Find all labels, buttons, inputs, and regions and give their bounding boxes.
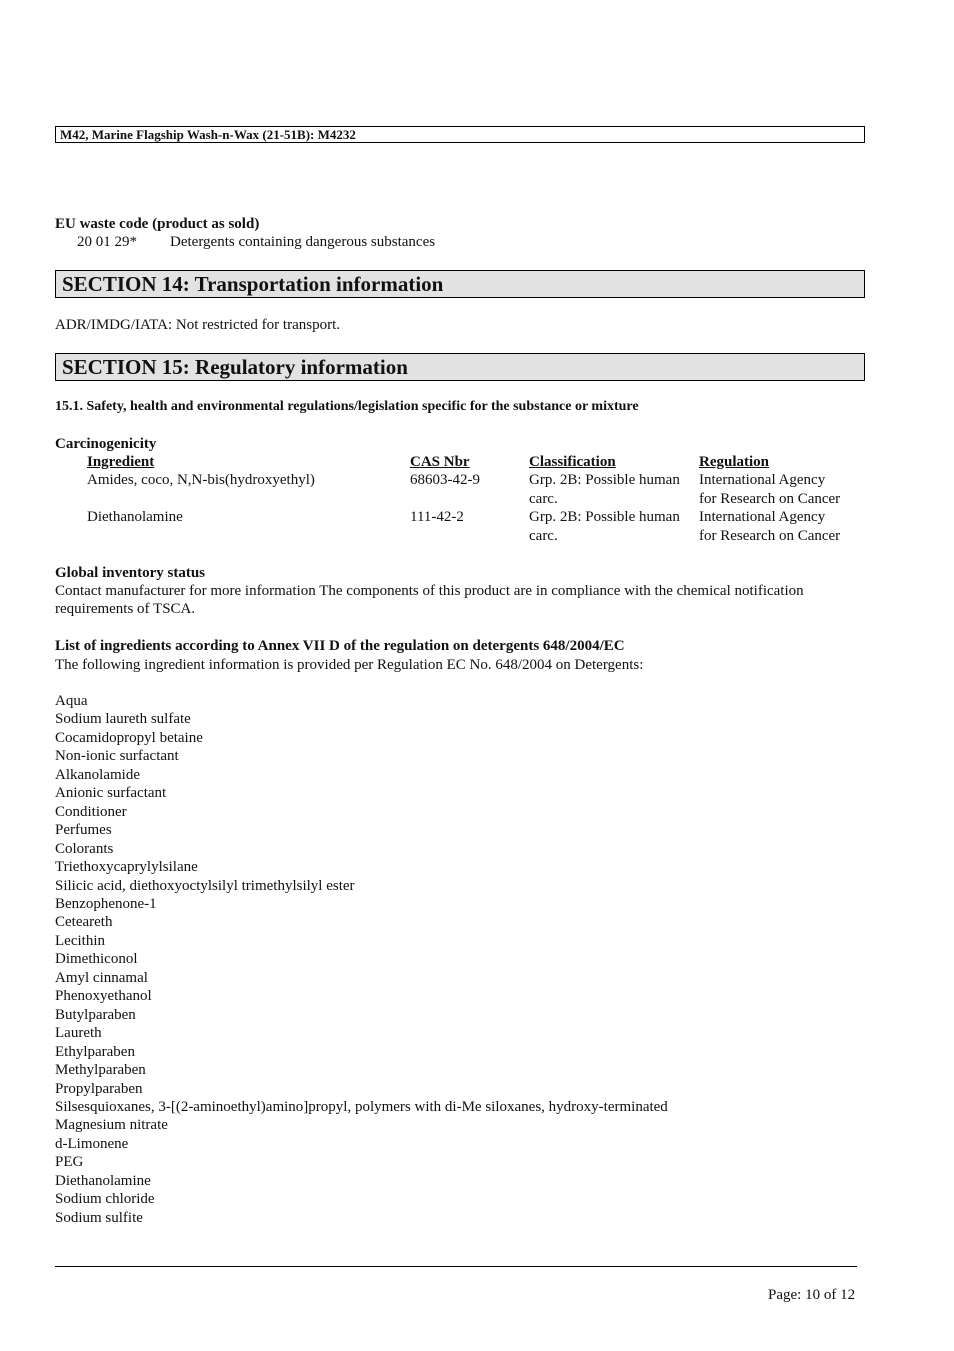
carcinogenicity-heading: Carcinogenicity: [55, 436, 157, 452]
global-inventory-heading: Global inventory status: [55, 565, 206, 581]
list-item: Non-ionic surfactant: [55, 748, 179, 765]
list-item: Laureth: [55, 1025, 102, 1042]
list-item: Methylparaben: [55, 1062, 146, 1079]
section-14-title: SECTION 14: Transportation information: [55, 270, 865, 298]
row-regulation: International Agency: [699, 472, 826, 488]
global-inventory-text: Contact manufacturer for more information The components of this product are in compliance with the chemical notification: [55, 583, 804, 599]
transport-text: ADR/IMDG/IATA: Not restricted for transport.: [55, 317, 340, 333]
list-item: Anionic surfactant: [55, 785, 167, 802]
row-regulation: International Agency: [699, 509, 826, 525]
list-item: d-Limonene: [55, 1135, 129, 1152]
list-item: Alkanolamide: [55, 766, 140, 783]
list-item: Triethoxycaprylylsilane: [55, 859, 198, 876]
row-cas: 111-42-2: [410, 509, 464, 525]
detergents-heading: List of ingredients according to Annex VII D of the regulation on detergents 648/2004/EC: [55, 638, 625, 654]
list-item: Silicic acid, diethoxyoctylsilyl trimethylsilyl ester: [55, 877, 355, 894]
row-ingredient: Diethanolamine: [87, 509, 183, 525]
column-header-regulation: Regulation: [699, 454, 770, 470]
section-15-title: SECTION 15: Regulatory information: [55, 353, 865, 381]
row-classification: Grp. 2B: Possible human: [529, 509, 680, 525]
row-classification-cont: carc.: [529, 491, 558, 507]
waste-code-value: 20 01 29*: [77, 234, 137, 250]
column-header-classification: Classification: [529, 454, 616, 470]
document-header-title: M42, Marine Flagship Wash-n-Wax (21-51B): M4232: [55, 126, 865, 143]
list-item: Conditioner: [55, 803, 127, 820]
list-item: Magnesium nitrate: [55, 1117, 168, 1134]
waste-code-description: Detergents containing dangerous substances: [170, 234, 436, 250]
footer-divider: [55, 1266, 857, 1267]
row-classification-cont: carc.: [529, 528, 558, 544]
list-item: Lecithin: [55, 932, 105, 949]
waste-code-heading: EU waste code (product as sold): [55, 216, 260, 232]
list-item: Butylparaben: [55, 1006, 136, 1023]
list-item: Ceteareth: [55, 914, 113, 931]
list-item: Sodium sulfite: [55, 1209, 143, 1226]
row-ingredient: Amides, coco, N,N-bis(hydroxyethyl): [87, 472, 315, 488]
list-item: Propylparaben: [55, 1080, 143, 1097]
list-item: Perfumes: [55, 822, 112, 839]
list-item: Phenoxyethanol: [55, 988, 152, 1005]
row-regulation-cont: for Research on Cancer: [699, 528, 841, 544]
list-item: Dimethiconol: [55, 951, 138, 968]
list-item: Cocamidopropyl betaine: [55, 729, 203, 746]
column-header-cas: CAS Nbr: [410, 454, 470, 470]
list-item: PEG: [55, 1154, 84, 1171]
list-item: Silsesquioxanes, 3-[(2-aminoethyl)amino]propyl, polymers with di-Me siloxanes, hydroxy-terminated: [55, 1098, 668, 1115]
list-item: Diethanolamine: [55, 1172, 151, 1189]
list-item: Sodium laureth sulfate: [55, 711, 191, 728]
list-item: Aqua: [55, 693, 88, 709]
list-item: Sodium chloride: [55, 1191, 155, 1208]
row-cas: 68603-42-9: [410, 472, 480, 488]
row-regulation-cont: for Research on Cancer: [699, 491, 841, 507]
global-inventory-text-cont: requirements of TSCA.: [55, 601, 196, 617]
list-item: Ethylparaben: [55, 1043, 135, 1060]
row-classification: Grp. 2B: Possible human: [529, 472, 680, 488]
list-item: Amyl cinnamal: [55, 969, 148, 986]
page-number: Page: 10 of 12: [768, 1287, 856, 1303]
detergents-intro: The following ingredient information is provided per Regulation EC No. 648/2004 on Detergents:: [55, 657, 644, 673]
regulations-subheading: 15.1. Safety, health and environmental regulations/legislation specific for the substance or mixture: [55, 399, 639, 414]
list-item: Colorants: [55, 840, 114, 857]
column-header-ingredient: Ingredient: [87, 454, 155, 470]
ingredient-list: [55, 692, 668, 1227]
list-item: Benzophenone-1: [55, 895, 157, 912]
